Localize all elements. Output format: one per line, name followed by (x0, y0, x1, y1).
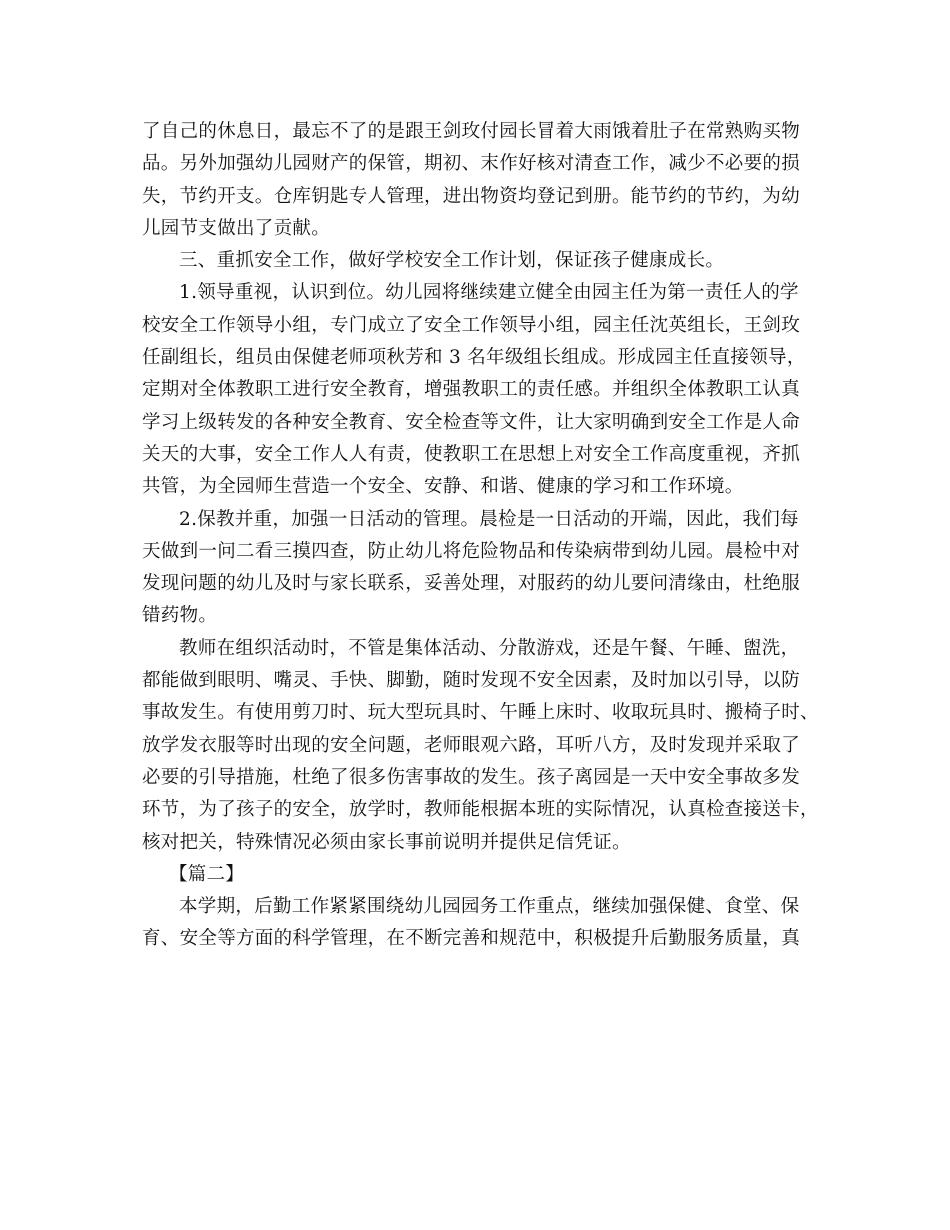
text-line: 2.保教并重，加强一日活动的管理。晨检是一日活动的开端，因此，我们每 (179, 508, 799, 530)
text-line: 都能做到眼明、嘴灵、手快、脚勤，随时发现不安全因素，及时加以引导，以防 (142, 670, 801, 692)
text-line: 放学发衣服等时出现的安全问题，老师眼观六路，耳听八方，及时发现并采取了 (142, 734, 801, 756)
text-line: 共管，为全园师生营造一个安全、安静、和谐、健康的学习和工作环境。 (142, 476, 744, 498)
text-line: 错药物。 (142, 605, 218, 627)
text-line: 本学期，后勤工作紧紧围绕幼儿园园务工作重点，继续加强保健、食堂、保 (179, 896, 800, 918)
document-body (142, 116, 819, 956)
text-line: 品。另外加强幼儿园财产的保管，期初、末作好核对清查工作，减少不必要的损 (142, 153, 801, 175)
text-line: 了自己的休息日，最忘不了的是跟王剑玫付园长冒着大雨饿着肚子在常熟购买物 (142, 121, 801, 142)
text-line: 教师在组织活动时，不管是集体活动、分散游戏，还是午餐、午睡、盥洗， (179, 637, 800, 659)
text-line: 事故发生。有使用剪刀时、玩大型玩具时、午睡上床时、收取玩具时、搬椅子时、 (142, 702, 819, 724)
text-line: 任副组长，组员由保健老师项秋芳和 3 名年级组长组成。形成园主任直接领导， (142, 347, 806, 369)
text-line: 核对把关，特殊情况必须由家长事前说明并提供足信凭证。 (142, 831, 631, 853)
text-line: 校安全工作领导小组，专门成立了安全工作领导小组，园主任沈英组长，王剑玫 (142, 314, 801, 336)
text-line: 必要的引导措施，杜绝了很多伤害事故的发生。孩子离园是一天中安全事故多发 (142, 766, 801, 788)
text-line: 天做到一问二看三摸四查，防止幼儿将危险物品和传染病带到幼儿园。晨检中对 (142, 540, 801, 562)
text-line: 1.领导重视，认识到位。幼儿园将继续建立健全由园主任为第一责任人的学 (179, 282, 799, 304)
text-line: 关天的大事，安全工作人人有责，使教职工在思想上对安全工作高度重视，齐抓 (142, 443, 801, 465)
section-title-part-two: 【篇二】 (169, 863, 245, 885)
text-line: 育、安全等方面的科学管理，在不断完善和规范中，积极提升后勤服务质量，真 (142, 928, 801, 950)
text-line: 儿园节支做出了贡献。 (142, 217, 331, 239)
section-heading-safety: 三、重抓安全工作，做好学校安全工作计划，保证孩子健康成长。 (179, 250, 725, 272)
text-line: 发现问题的幼儿及时与家长联系，妥善处理，对服药的幼儿要问清缘由，杜绝服 (142, 573, 801, 595)
text-line: 定期对全体教职工进行安全教育，增强教职工的责任感。并组织全体教职工认真 (142, 379, 801, 401)
text-line: 失，节约开支。仓库钥匙专人管理，进出物资均登记到册。能节约的节约，为幼 (142, 185, 801, 207)
text-line: 环节，为了孩子的安全，放学时，教师能根据本班的实际情况，认真检查接送卡， (142, 799, 819, 821)
text-line: 学习上级转发的各种安全教育、安全检查等文件，让大家明确到安全工作是人命 (142, 411, 801, 433)
